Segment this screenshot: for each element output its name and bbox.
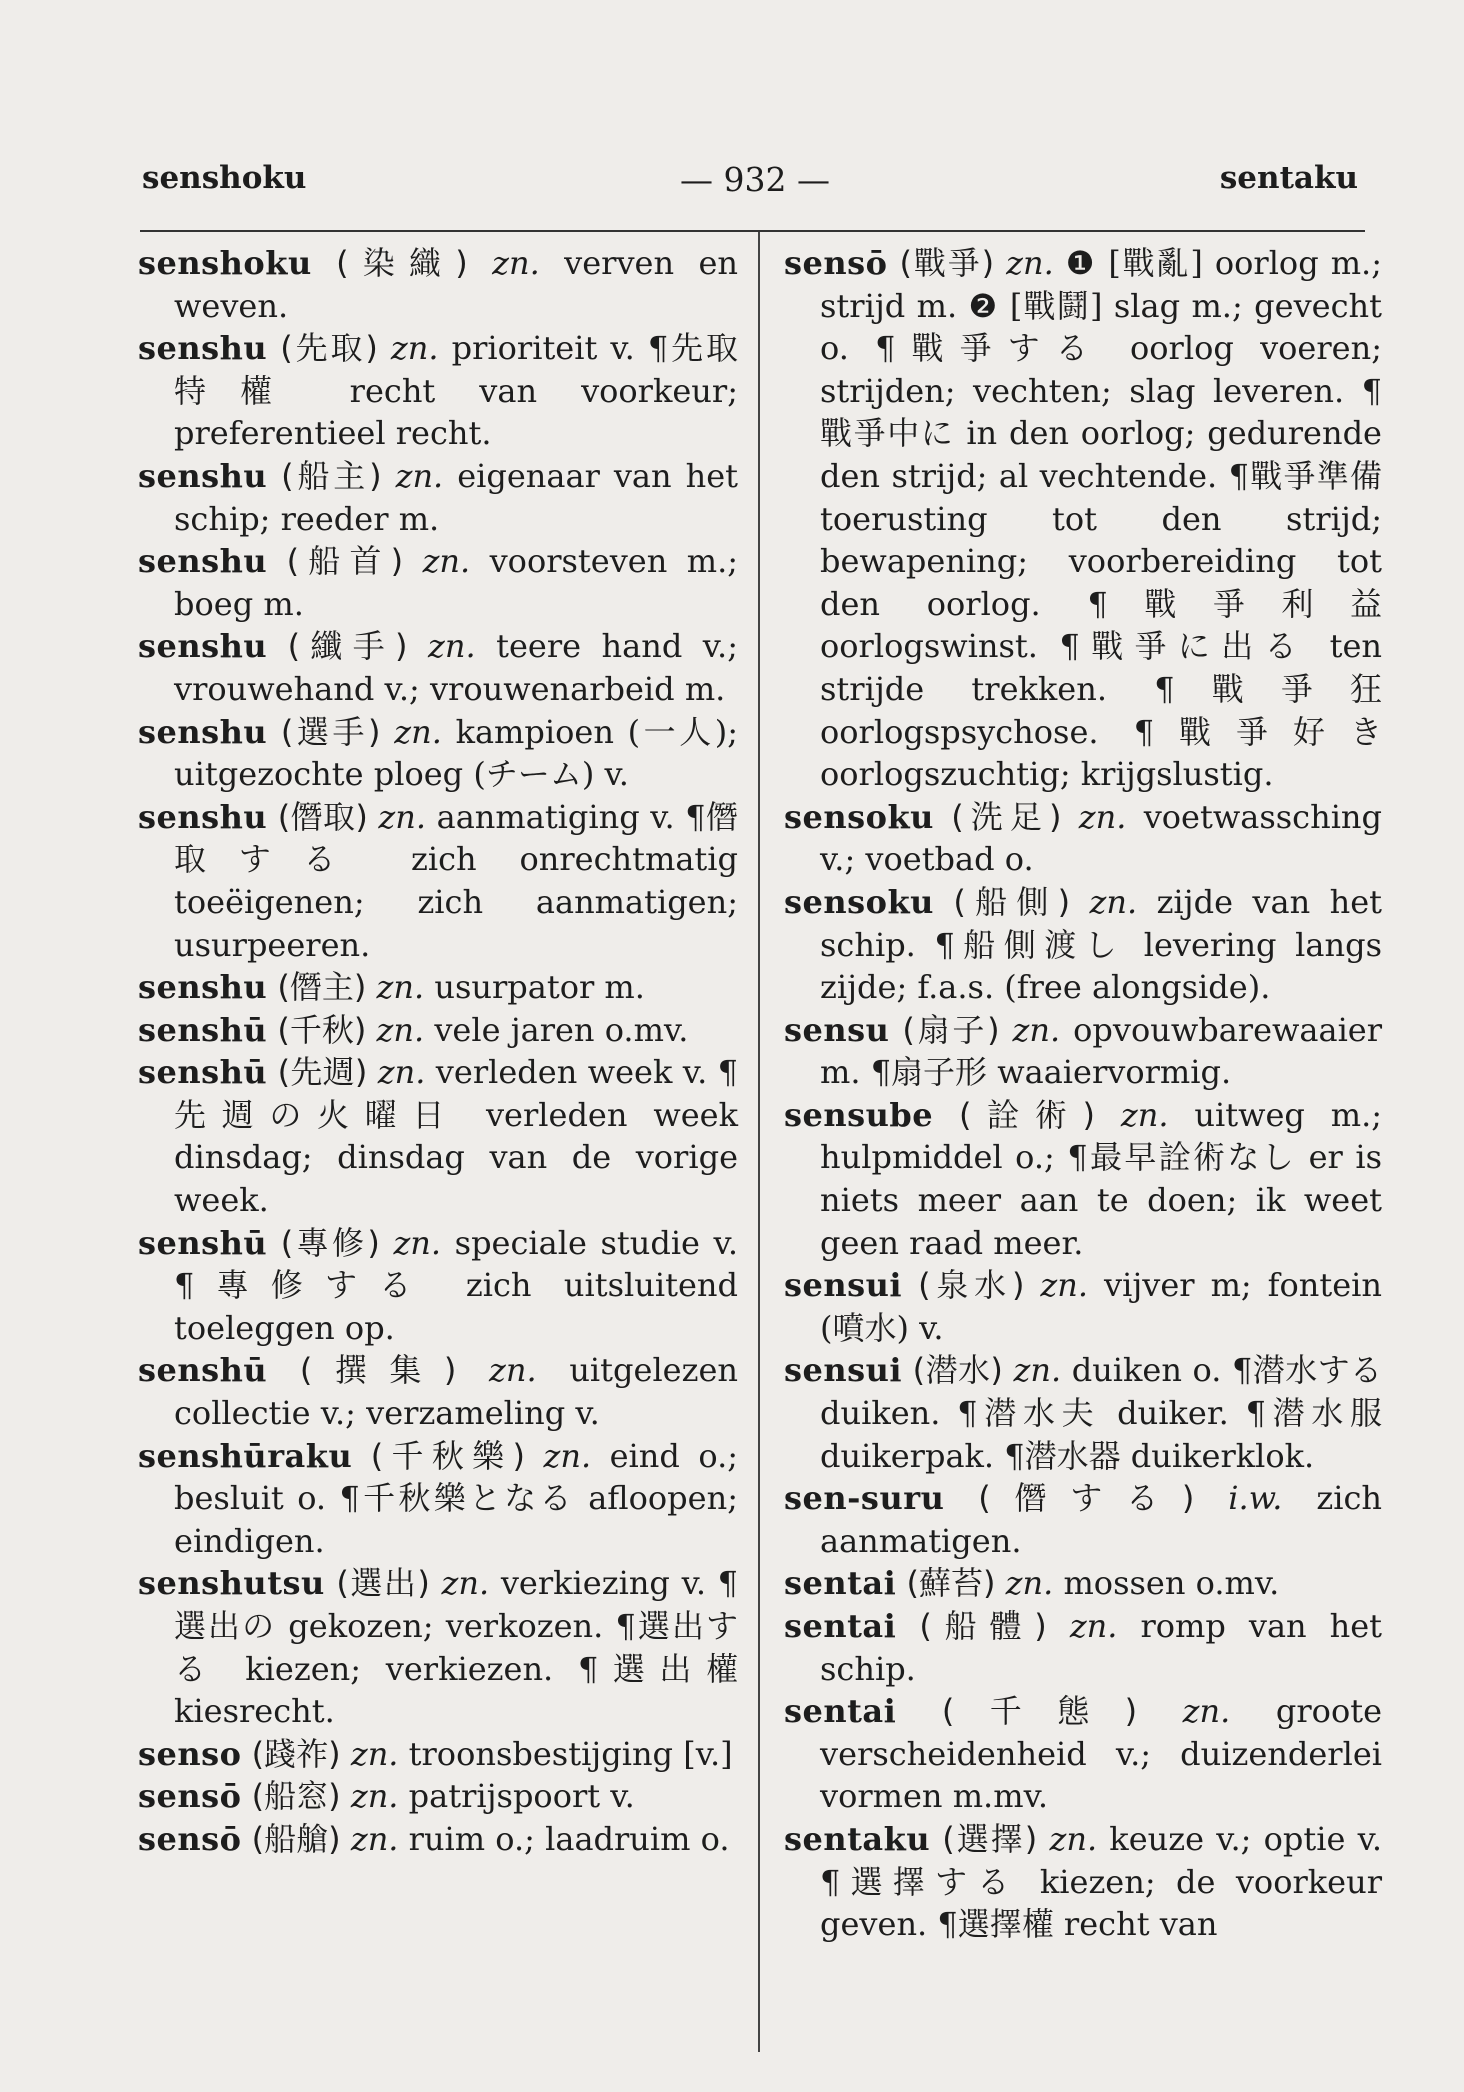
entry: senshu (船首) zn. voorsteven m.; boeg m. [138, 542, 739, 623]
entry: senshu (僭取) zn. aanmatiging v. ¶僭取する zich onrechtmatig toeëigenen; zich aanmatigen; usurpeeren. [138, 797, 739, 964]
left-column [138, 242, 738, 1861]
entry: sensoku (船側) zn. zijde van het schip. ¶船側渡し levering langs zijde; f.a.s. (free alongside). [784, 882, 1383, 1007]
entry: sentai (蘚苔) zn. mossen o.mv. [784, 1564, 1280, 1603]
entry: senshu (先取) zn. prioriteit v. ¶先取特權 recht van voorkeur; preferentieel recht. [138, 329, 739, 453]
entry: senshū (先週) zn. verleden week v. ¶先週の火曜日 verleden week dinsdag; dinsdag van de vorige week. [138, 1053, 739, 1220]
entry: senshū (撰集) zn. uitgelezen collectie v.; verzameling v. [138, 1351, 739, 1433]
entry: sensoku (洗足) zn. voetwassching v.; voetbad o. [784, 797, 1383, 879]
entry: senshu (纖手) zn. teere hand v.; vrouwehand v.; vrouwenarbeid m. [138, 627, 739, 708]
entry: sensō (船艙) zn. ruim o.; laadruim o. [138, 1819, 730, 1858]
entry: sen-suru (僭する) i.w. zich aanmatigen. [784, 1479, 1383, 1560]
entry: sentai (千態) zn. groote verscheidenheid v.; duizenderlei vormen m.mv. [784, 1692, 1382, 1816]
entry: senshu (船主) zn. eigenaar van het schip; reeder m. [138, 456, 738, 538]
entry: sensō (船窓) zn. patrijspoort v. [138, 1777, 635, 1816]
page-number: — 932 — [680, 160, 830, 199]
entry: sensui (泉水) zn. vijver m; fontein (噴水) v. [784, 1266, 1383, 1347]
entry: senshoku (染織) zn. verven en weven. [138, 244, 739, 325]
entry: senshutsu (選出) zn. verkiezing v. ¶選出の gekozen; verkozen. ¶選出する kiezen; verkiezen. ¶選出權 kiesrecht. [138, 1564, 739, 1731]
entry: sensu (扇子) zn. opvouwbarewaaier m. ¶扇子形 waaiervormig. [784, 1010, 1383, 1092]
entry: sentaku (選擇) zn. keuze v.; optie v. ¶選擇する kiezen; de voorkeur geven. ¶選擇權 recht van [784, 1819, 1383, 1944]
column-divider [758, 232, 760, 2052]
entry: senshu (選手) zn. kampioen (一人); uitgezochte ploeg (チーム) v. [138, 712, 739, 794]
running-head-right: sentaku [1219, 160, 1358, 196]
entry: senshūraku (千秋樂) zn. eind o.; besluit o. ¶千秋樂となる afloopen; eindigen. [138, 1436, 739, 1560]
entry: senshu (僭主) zn. usurpator m. [138, 968, 645, 1007]
entry: sensō (戰爭) zn. ❶ [戰亂] oorlog m.; strijd m. ❷ [戰鬪] slag m.; gevecht o. ¶戰爭する oorlog voeren; strijden; vechten; slag leveren. ¶戰爭中に in den oorlog; gedurende den strijd; al vechtende. ¶戰爭準備 toerusting tot den strijd; bewapening; voorbereiding tot den oorlog. ¶戰爭利益 oorlogswinst. ¶戰爭に出る ten strijde trekken. ¶戰爭狂 oorlogspsychose. ¶戰爭好き oorlogszuchtig; krijgslustig. [784, 244, 1383, 794]
entry: sensui (潜水) zn. duiken o. ¶潜水する duiken. ¶潜水夫 duiker. ¶潜水服 duikerpak. ¶潜水器 duikerklok. [784, 1351, 1383, 1475]
entry: senshū (專修) zn. speciale studie v. ¶專修する zich uitsluitend toeleggen op. [138, 1223, 739, 1347]
right-column [784, 242, 1382, 1946]
entry: senshū (千秋) zn. vele jaren o.mv. [138, 1010, 689, 1049]
entry: senso (踐祚) zn. troonsbestijging [v.] [138, 1734, 733, 1773]
running-head-left: senshoku [142, 160, 307, 196]
header-rule [140, 230, 1365, 232]
entry: sensube (詮術) zn. uitweg m.; hulpmiddel o.; ¶最早詮術なし er is niets meer aan te doen; ik weet geen raad meer. [784, 1095, 1383, 1262]
entry: sentai (船體) zn. romp van het schip. [784, 1607, 1383, 1688]
